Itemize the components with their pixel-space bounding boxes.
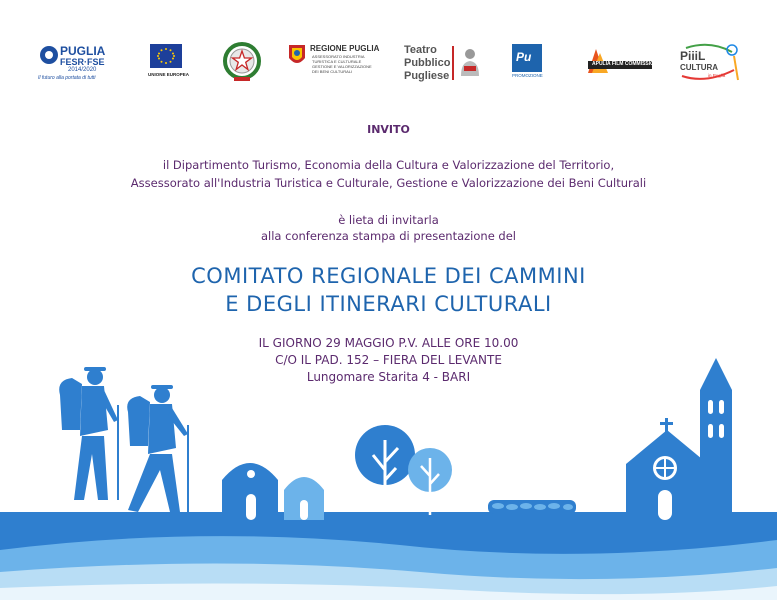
logo-strip — [0, 38, 777, 88]
puglia-promozione-logo — [512, 44, 542, 80]
theater-figure-icon — [458, 48, 482, 78]
invite-heading: INVITO — [367, 123, 410, 136]
teatro-line-2: Pubblico — [404, 57, 451, 69]
regione-line-1: ASSESSORATO INDUSTRIA — [312, 54, 365, 59]
pilgrims-landscape-illustration — [0, 350, 777, 600]
puglia-tagline: Il futuro alla portata di tutti — [38, 75, 96, 81]
tree-small-icon — [408, 448, 452, 515]
event-title-line-2: E DEGLI ITINERARI CULTURALI — [225, 292, 552, 316]
church-icon — [626, 358, 732, 520]
piiil-cultura-logo — [676, 40, 740, 84]
promozione-mark: Pu — [516, 50, 532, 64]
conference-line: alla conferenza stampa di presentazione del — [260, 229, 516, 243]
teatro-divider — [452, 46, 454, 80]
chapel-large-icon — [222, 463, 278, 520]
department-line-2: Assessorato all'Industria Turistica e Culturale, Gestione e Valorizzazione dei Beni Culturali — [130, 176, 647, 190]
department-line-1: il Dipartimento Turismo, Economia della Cultura e Valorizzazione del Territorio, — [162, 158, 615, 172]
piiil-line-3: in Puglia — [708, 73, 726, 78]
film-label: APULIA FILM COMMISSION — [592, 61, 658, 67]
hiker-left-icon — [59, 367, 119, 500]
piiil-line-1: PiiiL — [680, 49, 706, 63]
eu-label: UNIONE EUROPEA — [148, 72, 190, 77]
regione-title: REGIONE PUGLIA — [310, 44, 380, 53]
apulia-film-commission-logo — [586, 46, 658, 78]
puglia-p-icon — [38, 44, 60, 66]
hiker-right-icon — [127, 385, 189, 513]
event-address: Lungomare Starita 4 - BARI — [306, 370, 471, 384]
regione-puglia-logo — [288, 42, 388, 82]
chapel-small-icon — [284, 477, 324, 520]
regione-line-2: TURISTICA E CULTURALE — [312, 59, 362, 64]
teatro-line-3: Pugliese — [404, 70, 450, 82]
puglia-sub: FESR·FSE — [60, 57, 105, 67]
regione-line-4: DEI BENI CULTURALI — [312, 69, 353, 74]
promozione-label: PROMOZIONE — [512, 73, 543, 78]
pleased-line: è lieta di invitarla — [338, 213, 439, 227]
puglia-years: 2014/2020 — [68, 67, 97, 73]
event-date: IL GIORNO 29 MAGGIO P.V. ALLE ORE 10.00 — [258, 336, 519, 350]
teatro-pubblico-pugliese-logo — [404, 40, 484, 84]
star-wheel-emblem-icon — [222, 41, 262, 83]
puglia-brand: PUGLIA — [60, 44, 106, 58]
event-title-line-1: COMITATO REGIONALE DEI CAMMINI — [191, 264, 586, 288]
stone-wall-icon — [488, 500, 576, 514]
regione-shield-icon — [288, 44, 306, 68]
tree-large-icon — [355, 425, 415, 510]
regione-line-3: GESTIONE E VALORIZZAZIONE — [312, 64, 372, 69]
eu-flag-icon — [150, 44, 182, 68]
eu-logo — [148, 42, 190, 82]
teatro-line-1: Teatro — [404, 44, 437, 56]
event-place: C/O IL PAD. 152 – FIERA DEL LEVANTE — [275, 353, 502, 367]
puglia-fesr-logo — [38, 42, 128, 82]
piiil-line-2: CULTURA — [680, 63, 719, 72]
italian-republic-emblem — [222, 40, 262, 84]
